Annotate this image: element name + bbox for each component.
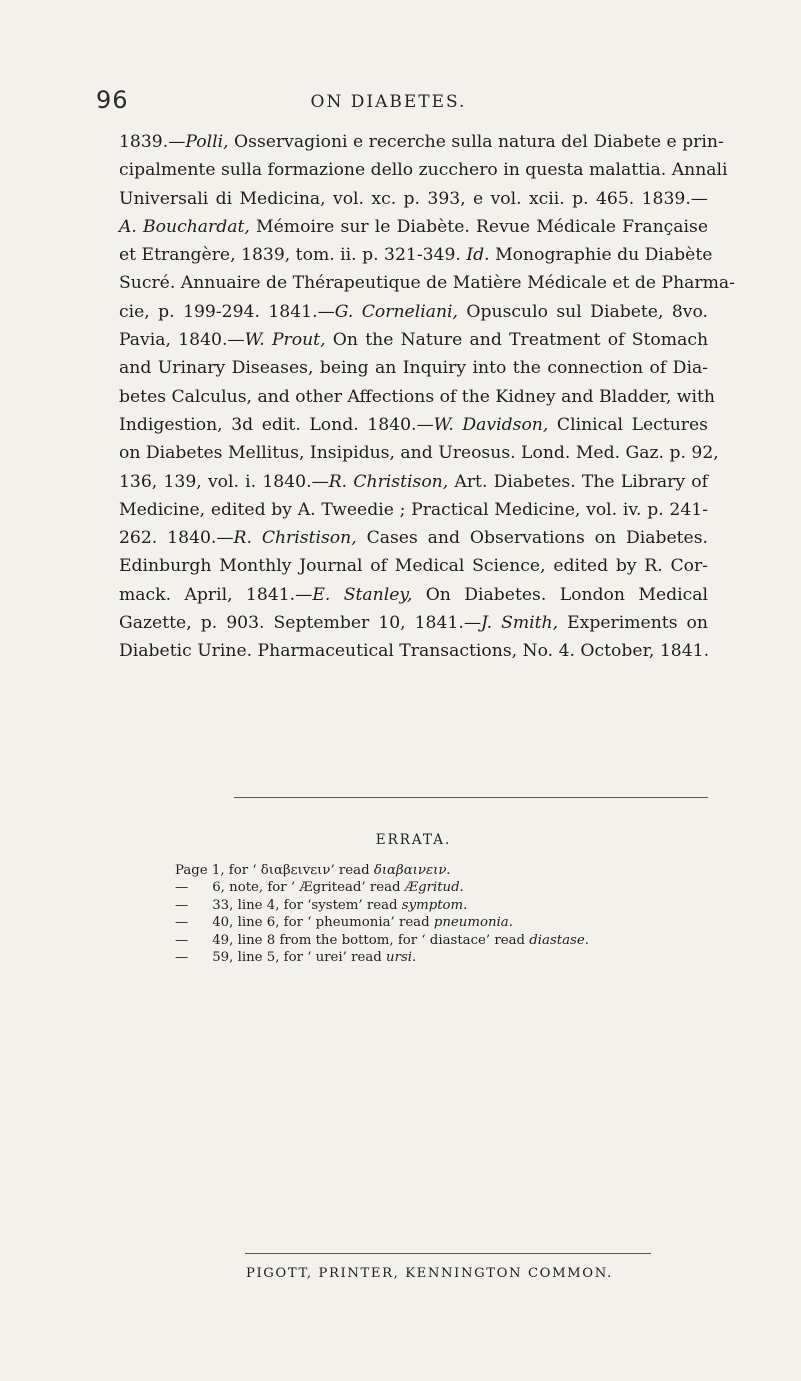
- errata-page-label: Page: [175, 863, 208, 878]
- running-title: ON DIABETES.: [310, 92, 467, 112]
- errata-text: 59, line 5, for ‘ urei’ read: [208, 950, 387, 966]
- text-run: and Urinary Diseases, being an Inquiry into the connection of Dia-: [119, 358, 708, 379]
- text-run: Medicine, edited by A. Tweedie ; Practical Medicine, vol. iv. p. 241-: [119, 499, 708, 520]
- text-line: [119, 185, 708, 213]
- text-line: [119, 213, 708, 241]
- errata-correction: διαβαινειν.: [373, 863, 451, 878]
- text-run: Diabetic Urine. Pharmaceutical Transactions, No. 4. October, 1841.: [119, 641, 710, 662]
- text-run: Osservagioni e recerche sulla natura del Diabete e prin-: [228, 132, 724, 152]
- text-line: [119, 609, 708, 637]
- text-run: Art. Diabetes. The Library of: [448, 471, 708, 492]
- page-number: 96: [96, 86, 129, 114]
- text-run: Mémoire sur le Diabète. Revue Médicale Française: [249, 216, 708, 237]
- errata-dash: —: [175, 880, 189, 896]
- errata-entry: [175, 897, 735, 914]
- text-run: Universali di Medicina, vol. xc. p. 393, e vol. xcii. p. 465. 1839.—: [119, 188, 708, 209]
- italic-text: E. Stanley,: [312, 584, 413, 605]
- italic-text: J. Smith,: [481, 613, 559, 634]
- italic-text: Polli,: [185, 132, 229, 152]
- text-line: [119, 439, 719, 467]
- text-run: Pavia, 1840.—: [119, 330, 245, 351]
- errata-heading: ERRATA.: [375, 832, 452, 848]
- printer-imprint: PIGOTT, PRINTER, KENNINGTON COMMON.: [246, 1266, 613, 1281]
- errata-entry: [175, 914, 735, 931]
- errata-correction: symptom.: [401, 897, 468, 913]
- text-line: [119, 383, 715, 411]
- errata-entry: [175, 932, 735, 949]
- printer-divider: [245, 1253, 651, 1254]
- errata-text: 6, note, for ‘ Ægritead’ read: [208, 880, 405, 896]
- text-line: [119, 354, 708, 382]
- text-run: Gazette, p. 903. September 10, 1841.—: [119, 613, 482, 634]
- errata-dash: —: [175, 897, 189, 913]
- errata-correction: diastase.: [529, 932, 589, 948]
- text-line: [119, 298, 708, 326]
- text-run: On Diabetes. London Medical: [412, 584, 708, 605]
- italic-text: Id.: [466, 245, 490, 266]
- text-line: [119, 269, 735, 297]
- text-run: Clinical Lectures: [548, 414, 708, 435]
- text-line: [119, 637, 708, 665]
- italic-text: W. Davidson,: [433, 414, 549, 435]
- errata-entry: [175, 879, 735, 896]
- italic-text: W. Prout,: [244, 330, 326, 351]
- text-run: Monographie du Diabète: [489, 245, 713, 266]
- text-line: [119, 496, 708, 524]
- errata-text: 40, line 6, for ‘ pheumonia’ read: [208, 915, 434, 931]
- text-run: et Etrangère, 1839, tom. ii. p. 321-349.: [119, 245, 467, 266]
- text-line: [119, 524, 708, 552]
- errata-text: 33, line 4, for ‘system’ read: [208, 897, 402, 913]
- errata-text: 1, for ‘ διαβειvειν’ read: [207, 863, 374, 878]
- text-run: Indigestion, 3d edit. Lond. 1840.—: [119, 414, 434, 435]
- text-line: [119, 128, 724, 156]
- text-line: [119, 411, 708, 439]
- italic-text: R. Christison,: [328, 471, 449, 492]
- text-run: mack. April, 1841.—: [119, 584, 313, 605]
- text-line: [119, 581, 708, 609]
- text-run: 262. 1840.—: [119, 528, 234, 549]
- text-run: Cases and Observations on Diabetes.: [356, 528, 709, 549]
- errata-entry: [175, 949, 735, 966]
- text-line: [119, 241, 713, 269]
- italic-text: A. Bouchardat,: [119, 216, 250, 237]
- text-run: Sucré. Annuaire de Thérapeutique de Matière Médicale et de Pharma-: [119, 273, 735, 294]
- text-run: cie, p. 199-294. 1841.—: [119, 301, 335, 322]
- text-run: Edinburgh Monthly Journal of Medical Science, edited by R. Cor-: [119, 556, 708, 577]
- errata-text: 49, line 8 from the bottom, for ‘ diastace’ read: [208, 932, 530, 948]
- section-divider: [234, 797, 708, 798]
- text-run: Opusculo sul Diabete, 8vo.: [458, 301, 708, 322]
- text-line: [119, 468, 708, 496]
- text-run: On the Nature and Treatment of Stomach: [325, 330, 709, 351]
- text-run: 1839.—: [119, 132, 186, 152]
- errata-dash: —: [175, 915, 189, 931]
- errata-dash: —: [175, 932, 189, 948]
- errata-entry: [175, 862, 735, 879]
- text-run: on Diabetes Mellitus, Insipidus, and Ureosus. Lond. Med. Gaz. p. 92,: [119, 443, 719, 464]
- errata-correction: pneumonia.: [433, 915, 513, 931]
- errata-correction: Ægritud.: [404, 880, 464, 896]
- bibliography-paragraph: [119, 128, 735, 666]
- text-line: [119, 552, 708, 580]
- errata-dash: —: [175, 950, 189, 966]
- text-run: betes Calculus, and other Affections of the Kidney and Bladder, with: [119, 386, 715, 407]
- text-run: 136, 139, vol. i. 1840.—: [119, 471, 329, 492]
- italic-text: G. Corneliani,: [334, 301, 458, 322]
- page-header: [96, 86, 761, 116]
- text-line: [119, 156, 728, 184]
- text-run: Experiments on: [558, 613, 708, 634]
- errata-list: [175, 862, 735, 966]
- text-line: [119, 326, 708, 354]
- errata-correction: ursi.: [386, 950, 417, 966]
- text-run: cipalmente sulla formazione dello zucchero in questa malattia. Annali: [119, 160, 728, 181]
- italic-text: R. Christison,: [233, 528, 357, 549]
